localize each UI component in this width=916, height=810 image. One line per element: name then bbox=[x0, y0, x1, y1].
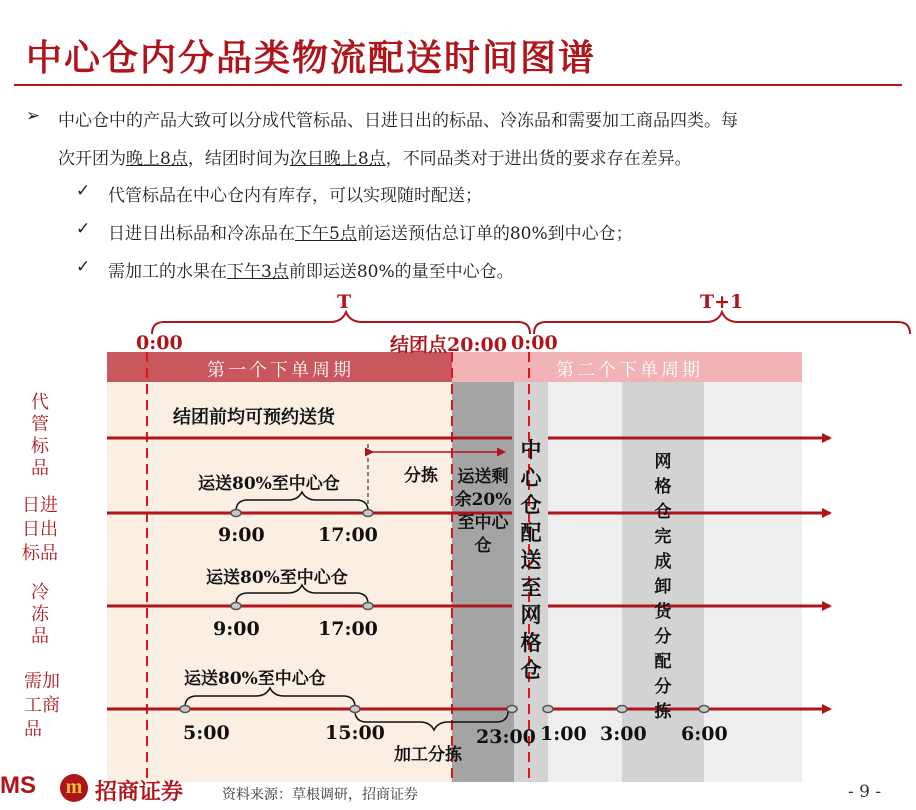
label-T1: T+1 bbox=[700, 291, 744, 313]
time-900-row3: 9:00 bbox=[213, 618, 260, 640]
cycle-two-label: 第二个下单周期 bbox=[556, 360, 703, 381]
remaining-transport-text: 运送剩余20%至中心仓 bbox=[454, 467, 512, 556]
node-100 bbox=[543, 706, 553, 713]
time-2300: 23:00 bbox=[476, 726, 536, 748]
bullet-main-line2: 次开团为晚上8点，结团时间为次日晚上8点，不同品类对于进出货的要求存在差异。 bbox=[58, 149, 692, 169]
check-icon: ✓ bbox=[76, 257, 91, 277]
bullet-arrow-icon: ➢ bbox=[26, 106, 41, 126]
time-600: 6:00 bbox=[681, 723, 728, 745]
page-title: 中心仓内分品类物流配送时间图谱 bbox=[26, 37, 597, 79]
row-label-frozen: 冷冻品 bbox=[28, 582, 49, 648]
bullet-main-line1: 中心仓中的产品大致可以分成代管标品、日进日出的标品、冷冻品和需要加工商品四类。每 bbox=[58, 111, 738, 131]
time-0-right: 0:00 bbox=[511, 332, 558, 354]
check-item-2: 日进日出标品和冷冻品在下午5点前运送预估总订单的80%到中心仓； bbox=[108, 224, 633, 244]
source-note: 资料来源：草根调研，招商证券 bbox=[222, 787, 418, 803]
dispatch-text: 中心仓配送至网格仓 bbox=[520, 437, 542, 682]
cutoff-label: 结团点20:00 bbox=[390, 334, 507, 356]
node-1500 bbox=[350, 706, 360, 713]
time-0-left: 0:00 bbox=[136, 332, 183, 354]
node-2300 bbox=[507, 706, 517, 713]
node-1700-row2 bbox=[363, 510, 373, 517]
processing-sort-label: 加工分拣 bbox=[394, 745, 462, 765]
check-icon: ✓ bbox=[76, 219, 91, 239]
row-label-processed: 需加 工商 品 bbox=[24, 671, 60, 740]
logo-text: 招商证券 bbox=[95, 779, 184, 805]
time-900-row2: 9:00 bbox=[218, 524, 265, 546]
time-100: 1:00 bbox=[540, 723, 587, 745]
grid-warehouse-text: 网格仓完成卸货分配分拣 bbox=[654, 452, 672, 722]
check-icon: ✓ bbox=[76, 181, 91, 201]
ship-80-label-row3: 运送80%至中心仓 bbox=[206, 568, 348, 588]
ship-80-label-row2: 运送80%至中心仓 bbox=[198, 474, 340, 494]
time-1700-row3: 17:00 bbox=[318, 618, 378, 640]
logo-latin: MS bbox=[0, 772, 36, 799]
row-label-managed: 代管标品 bbox=[28, 392, 49, 480]
time-300: 3:00 bbox=[600, 723, 647, 745]
logo-mark-icon: m bbox=[60, 774, 88, 802]
ship-80-label-row4: 运送80%至中心仓 bbox=[184, 669, 326, 689]
preorder-note: 结团前均可预约送货 bbox=[173, 407, 335, 428]
row-label-daily: 日进 日出 标品 bbox=[22, 495, 58, 564]
time-1500: 15:00 bbox=[325, 722, 385, 744]
brace-T1 bbox=[534, 312, 910, 334]
node-900-row3 bbox=[231, 603, 241, 610]
check-item-3: 需加工的水果在下午3点前即运送80%的量至中心仓。 bbox=[108, 262, 514, 282]
sorting-label: 分拣 bbox=[404, 466, 438, 486]
label-T: T bbox=[337, 291, 352, 313]
time-1700-row2: 17:00 bbox=[318, 524, 378, 546]
time-500: 5:00 bbox=[183, 722, 230, 744]
node-500 bbox=[180, 706, 190, 713]
node-1700-row3 bbox=[363, 603, 373, 610]
page-number: - 9 - bbox=[848, 782, 882, 802]
node-900-row2 bbox=[231, 510, 241, 517]
check-item-1: 代管标品在中心仓内有库存，可以实现随时配送； bbox=[108, 186, 482, 206]
cycle-one-label: 第一个下单周期 bbox=[207, 360, 354, 381]
